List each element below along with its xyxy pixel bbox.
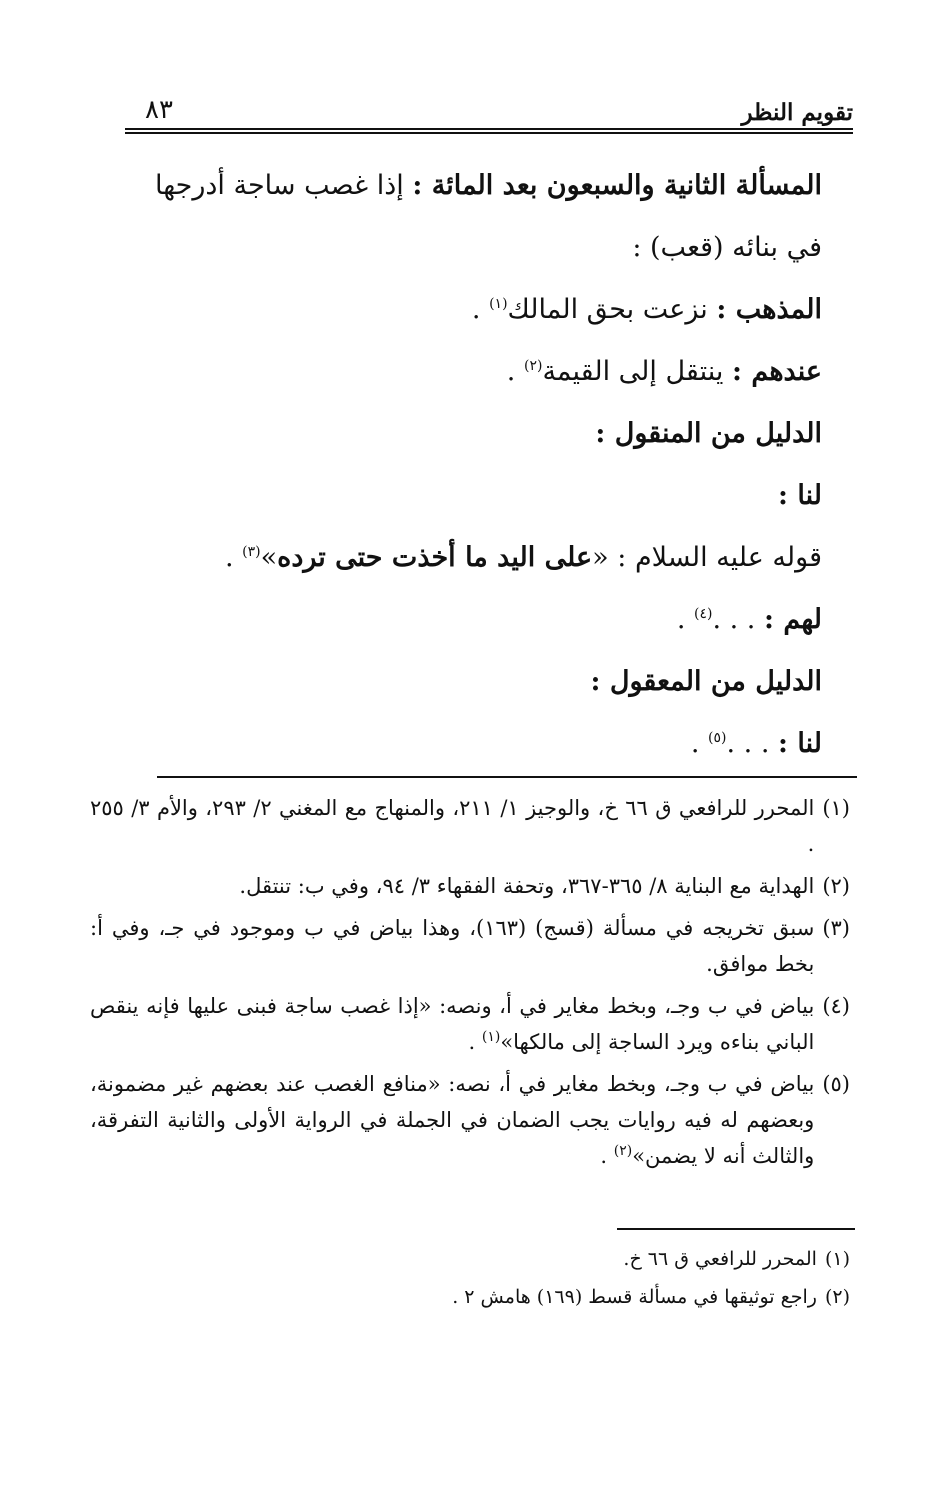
footnote-ref[interactable]: (٢) <box>523 358 543 374</box>
indahum-line: عندهم : ينتقل إلى القيمة$^{(٢)}$ . <box>506 356 822 387</box>
footnote-text: المحرر للرافعي ق ٦٦ خ، والوجيز ١/ ٢١١، والمنهاج مع المغني ٢/ ٢٩٣، والأم ٣/ ٢٥٥ . <box>90 796 815 856</box>
footnote-2 <box>90 868 850 904</box>
hadith-intro: قوله عليه السلام : « <box>592 542 822 573</box>
footnote-number: (٤) <box>822 994 850 1018</box>
indahum-label: عندهم : <box>731 356 822 387</box>
madhhab-line: المذهب : نزعت بحق المالك$^{(١)}$ . <box>471 294 822 325</box>
footnote-text: بياض في ب وجـ، وبخط مغاير في أ، نصه: «منافع الغصب عند بعضهم غير مضمونة، وبعضهم له فيه روايات يجب الضمان في الجملة في الرواية الأولى والثانية التفرقة، والثالث أنه لا يضمن» <box>90 1072 815 1168</box>
footnote-ref[interactable]: (١) <box>481 1029 501 1045</box>
page-number: ٨٣ <box>145 95 173 125</box>
lahum-text: . . . <box>712 604 756 635</box>
lahum-label: لهم : <box>763 604 822 635</box>
hadith-line: قوله عليه السلام : «على اليد ما أخذت حتى ترده»$^{(٣)}$ . <box>224 542 822 573</box>
footnote-ref[interactable]: (١) <box>489 296 508 312</box>
issue-paragraph <box>122 155 822 279</box>
issue-heading: المسألة الثانية والسبعون بعد المائة : <box>412 170 822 201</box>
madhhab-text: نزعت بحق المالك <box>507 294 708 325</box>
footnote-text: بياض في ب وجـ، وبخط مغاير في أ، ونصه: «إذا غصب ساجة فبنى عليها فإنه ينقص الباني بناءه ويرد الساجة إلى مالكها» <box>90 994 815 1054</box>
footnote-1 <box>90 790 850 862</box>
header-rule <box>125 128 853 136</box>
footnote-ref[interactable]: (٣) <box>242 544 261 560</box>
subfootnote-1 <box>450 1240 850 1278</box>
footnote-4: (٤) بياض في ب وجـ، وبخط مغاير في أ، ونصه: «إذا غصب ساجة فبنى عليها فإنه ينقص الباني بناءه ويرد الساجة إلى مالكها»$^{(١)}$ . <box>90 988 850 1060</box>
footnote-ref[interactable]: (٥) <box>708 730 727 746</box>
footnote-number: (٢) <box>822 874 850 898</box>
running-title: تقويم النظر <box>741 99 853 126</box>
hadith-text: على اليد ما أخذت حتى ترده <box>277 542 593 573</box>
maqul-heading: الدليل من المعقول : <box>590 666 822 697</box>
footnote-rule <box>157 776 857 778</box>
footnote-number: (٢) <box>824 1286 850 1308</box>
madhhab-label: المذهب : <box>716 294 822 325</box>
footnote-5: (٥) بياض في ب وجـ، وبخط مغاير في أ، نصه: «منافع الغصب عند بعضهم غير مضمونة، وبعضهم له فيه روايات يجب الضمان في الجملة في الرواية الأولى والثانية التفرقة، والثالث أنه لا يضمن»$^{(٢)}$ . <box>90 1066 850 1174</box>
footnote-ref[interactable]: (٢) <box>613 1143 633 1159</box>
main-text <box>122 155 822 775</box>
lahum-line: لهم : . . .$^{(٤)}$ . <box>676 604 822 635</box>
lana-label: لنا : <box>778 480 822 511</box>
footnote-ref[interactable]: (٤) <box>694 606 713 622</box>
footnote-number: (٣) <box>822 916 850 940</box>
manqul-heading: الدليل من المنقول : <box>595 418 822 449</box>
issue-text: إذا غصب ساجة أدرجها في بنائه (قعب) : <box>155 170 822 263</box>
footnote-text: سبق تخريجه في مسألة (قسج) (١٦٣)، وهذا بياض في ب وموجود في جـ، وفي أ: بخط موافق. <box>90 916 815 976</box>
indahum-text: ينتقل إلى القيمة <box>542 356 724 387</box>
footnote-text: راجع توثيقها في مسألة قسط (١٦٩) هامش ٢ . <box>452 1286 817 1308</box>
subfootnote-2 <box>450 1278 850 1316</box>
footnote-number: (١) <box>822 796 850 820</box>
subfootnotes <box>450 1240 850 1316</box>
lana2-label: لنا : <box>778 728 822 759</box>
subfootnote-rule <box>617 1228 855 1230</box>
footnote-3 <box>90 910 850 982</box>
footnote-number: (١) <box>824 1248 850 1270</box>
lana2-text: . . . <box>726 728 770 759</box>
footnote-text: الهداية مع البناية ٨/ ٣٦٥-٣٦٧، وتحفة الفقهاء ٣/ ٩٤، وفي ب: تنتقل. <box>239 874 815 898</box>
footnote-text: المحرر للرافعي ق ٦٦ خ. <box>623 1248 817 1270</box>
footnote-number: (٥) <box>822 1072 850 1096</box>
footnotes <box>90 790 850 1180</box>
lana2-line: لنا : . . .$^{(٥)}$ . <box>690 728 822 759</box>
